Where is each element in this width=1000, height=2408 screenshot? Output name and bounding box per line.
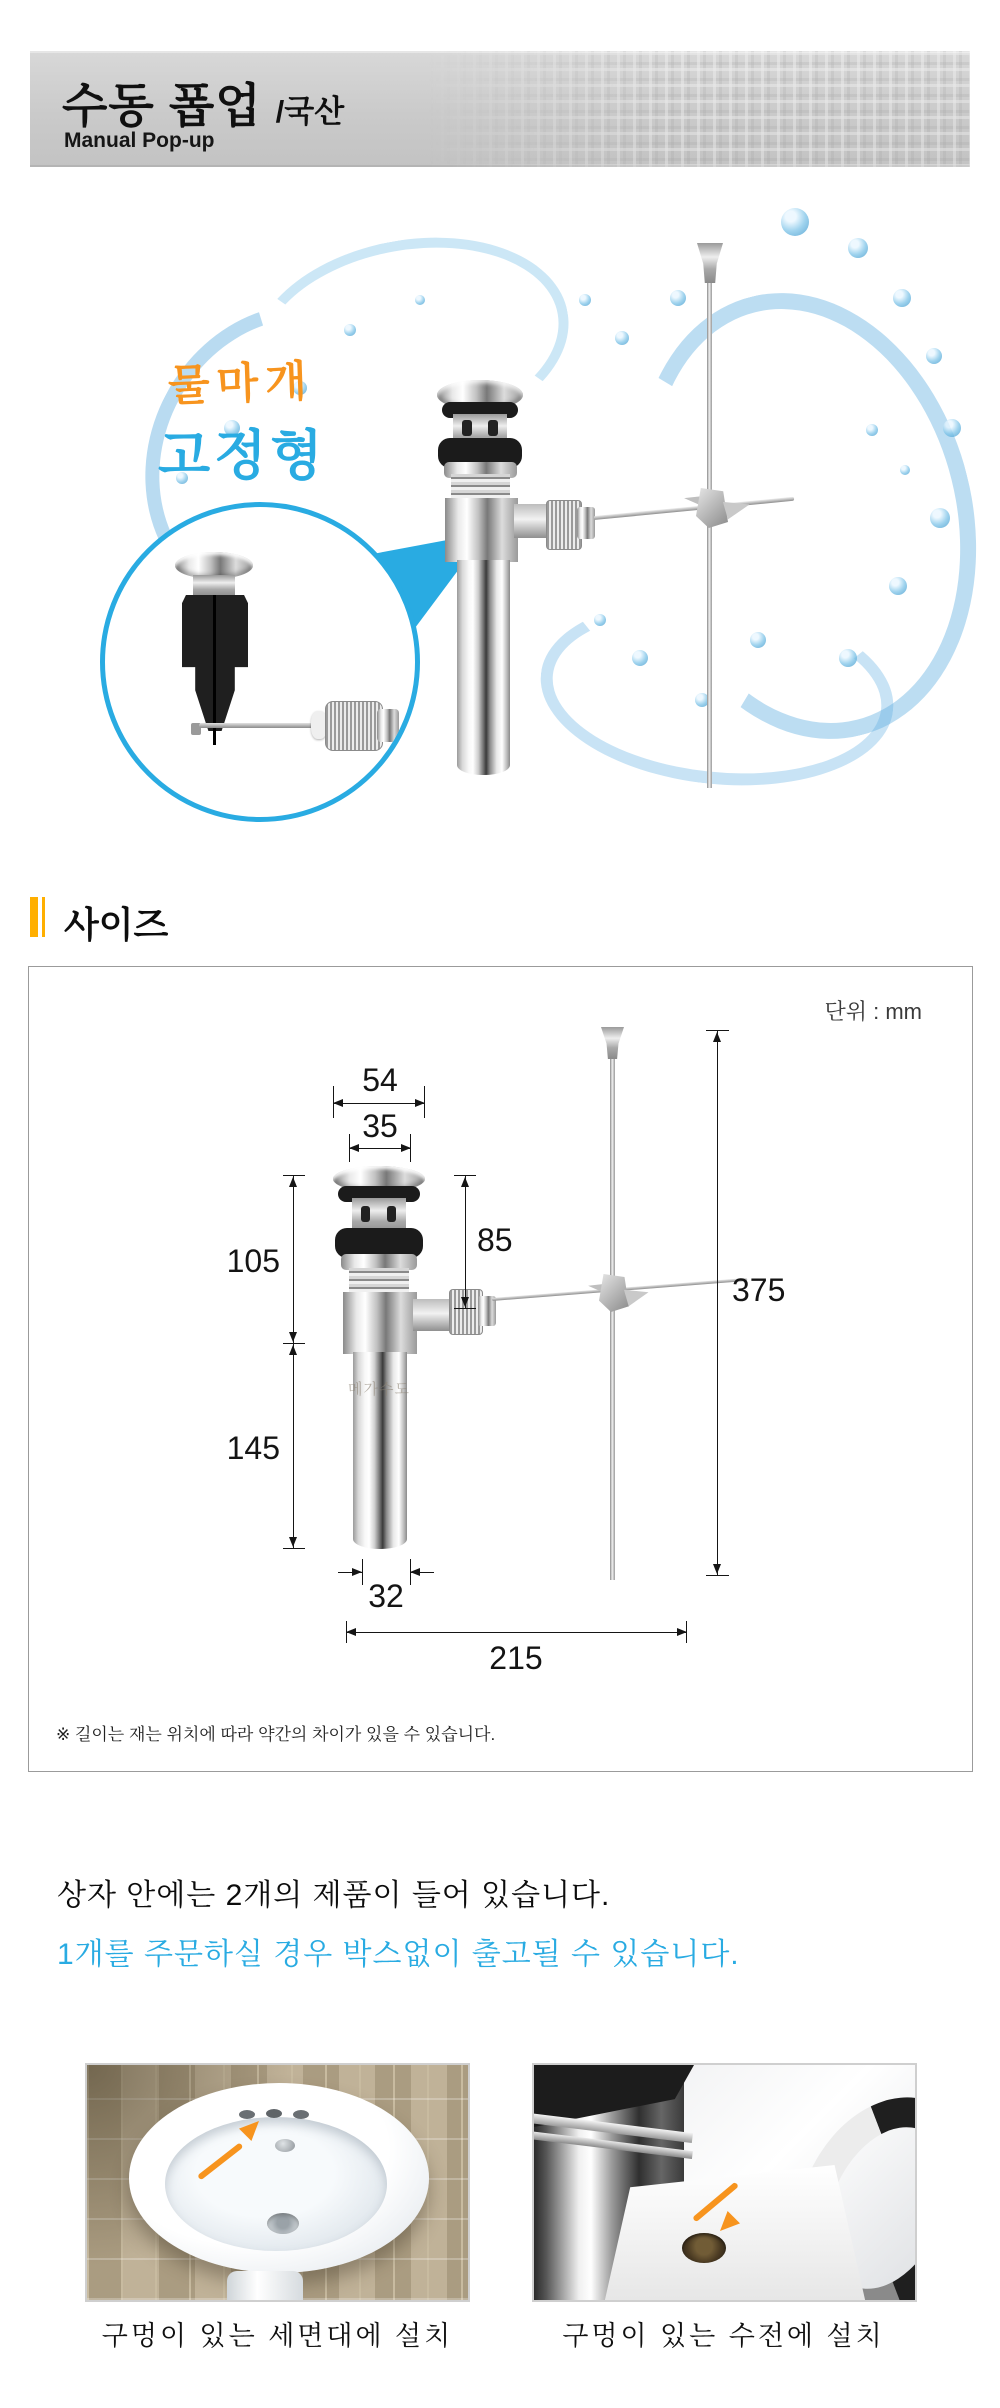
- mount-hole: [682, 2233, 726, 2263]
- water-droplet: [889, 577, 907, 595]
- water-droplet: [632, 650, 648, 666]
- water-droplet: [866, 424, 878, 436]
- dim-label-145: 145: [226, 1430, 280, 1466]
- dim-label-54: 54: [362, 1062, 398, 1098]
- water-droplet: [848, 238, 868, 258]
- water-droplet: [579, 294, 591, 306]
- banner-maze-pattern: [425, 51, 970, 167]
- sink-pedestal: [227, 2271, 303, 2302]
- faucet-hole-3: [293, 2110, 309, 2119]
- water-droplet: [781, 208, 809, 236]
- section-bar-thick: [30, 897, 38, 937]
- header-banner: [30, 51, 970, 167]
- size-footnote: ※ 길이는 재는 위치에 따라 약간의 차이가 있을 수 있습니다.: [56, 1725, 496, 1744]
- stopper-inset-circle: [100, 502, 420, 822]
- water-droplet: [926, 348, 942, 364]
- drain-body: [445, 498, 518, 562]
- water-droplet: [943, 419, 961, 437]
- dim-label-85: 85: [477, 1222, 513, 1258]
- tailpiece-pipe: [457, 560, 510, 775]
- caption-faucet: 구멍이 있는 수전에 설치: [562, 2321, 885, 2351]
- caption-sink: 구멍이 있는 세면대에 설치: [101, 2321, 454, 2351]
- dg-lift-rod: [610, 1055, 615, 1580]
- dim-label-35: 35: [362, 1108, 398, 1144]
- faucet-hole-1: [239, 2110, 255, 2119]
- water-droplet: [930, 508, 950, 528]
- box-contents-note: 상자 안에는 2개의 제품이 들어 있습니다.: [57, 1879, 611, 1912]
- dim-label-375: 375: [732, 1272, 786, 1308]
- page-title: 수동 폽업: [62, 79, 262, 132]
- page-subtitle: Manual Pop-up: [64, 129, 215, 152]
- dg-body: [343, 1292, 417, 1354]
- water-droplet: [900, 465, 910, 475]
- install-photo-faucet: [532, 2063, 917, 2302]
- dg-side-arm: [413, 1299, 453, 1331]
- dim-label-32: 32: [368, 1578, 404, 1614]
- fixed-type-label: 고정형: [158, 426, 327, 486]
- water-droplet: [415, 295, 425, 305]
- install-photo-sink: [85, 2063, 470, 2302]
- pivot-nut: [325, 701, 383, 751]
- water-droplet: [893, 289, 911, 307]
- water-droplet: [615, 331, 629, 345]
- water-droplet: [344, 324, 356, 336]
- dim-label-105: 105: [226, 1243, 280, 1279]
- faucet-hole-2: [266, 2109, 282, 2118]
- water-droplet: [670, 290, 686, 306]
- stopper-neck: [193, 575, 235, 597]
- section-bar-thin: [42, 897, 45, 937]
- water-droplet: [594, 614, 606, 626]
- lift-rod-knob: [697, 243, 723, 283]
- unit-label: 단위 : mm: [824, 999, 922, 1024]
- dim-label-215: 215: [489, 1640, 543, 1676]
- side-arm: [514, 504, 550, 538]
- sink-chrome-part: [275, 2139, 295, 2152]
- page-title-origin: /국산: [275, 94, 345, 129]
- water-droplet: [839, 649, 857, 667]
- single-order-note: 1개를 주문하실 경우 박스없이 출고될 수 있습니다.: [57, 1938, 740, 1971]
- dg-watermark: 메가수도: [348, 1381, 410, 1398]
- pivot-nut-end: [377, 709, 399, 742]
- lever-nut-end: [577, 507, 595, 539]
- lift-rod: [707, 280, 712, 788]
- stopper-label: 물마개: [167, 357, 315, 411]
- size-section-title: 사이즈: [64, 904, 169, 945]
- sink-drain-hole: [267, 2213, 299, 2234]
- water-droplet: [750, 632, 766, 648]
